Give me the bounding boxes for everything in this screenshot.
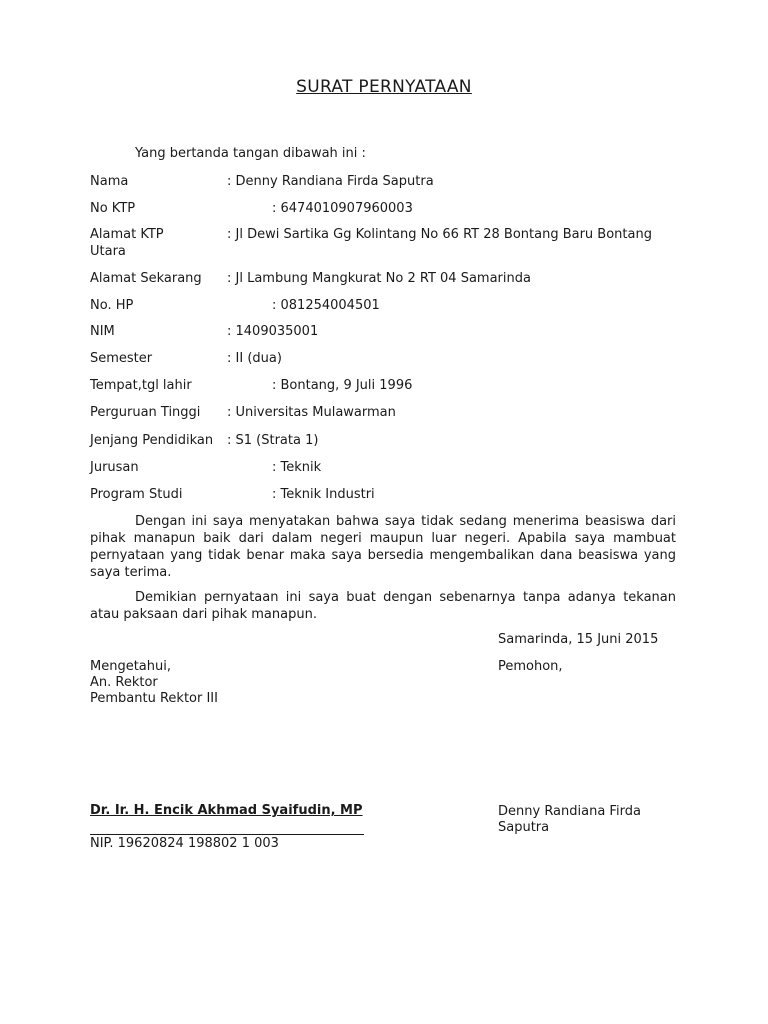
statement-paragraph: Dengan ini saya menyatakan bahwa saya tidak sedang menerima beasiswa dari pihak manapun baik dari dalam negeri maupun luar negeri. Apabila saya mambuat pernyataan yang tidak benar maka saya bersedia mengembalikan dana beasiswa yang saya terima. (90, 514, 676, 580)
field-label-tempat-tgl-lahir: Tempat,tgl lahir (90, 378, 192, 393)
field-value-alamat-sekarang: : Jl Lambung Mangkurat No 2 RT 04 Samarinda (227, 271, 531, 286)
signature-line (90, 834, 364, 835)
applicant-label: Pemohon, (498, 659, 563, 674)
field-label-perguruan-tinggi: Perguruan Tinggi (90, 405, 201, 420)
field-label-nama: Nama (90, 174, 129, 189)
field-value-jurusan: : Teknik (272, 460, 322, 475)
field-value-no-hp: : 081254004501 (272, 298, 380, 313)
field-value-nim: : 1409035001 (227, 324, 319, 339)
field-label-alamat-sekarang: Alamat Sekarang (90, 271, 202, 286)
field-value-tempat-tgl-lahir: : Bontang, 9 Juli 1996 (272, 378, 413, 393)
closing-paragraph: Demikian pernyataan ini saya buat dengan sebenarnya tanpa adanya tekanan atau paksaan dari pihak manapun. (90, 590, 676, 622)
field-value-program-studi: : Teknik Industri (272, 487, 375, 502)
field-label-semester: Semester (90, 351, 153, 366)
field-value-alamat-ktp: : Jl Dewi Sartika Gg Kolintang No 66 RT 28 Bontang Baru Bontang (227, 227, 652, 242)
document-title: SURAT PERNYATAAN (296, 77, 472, 97)
field-value-alamat-ktp-cont: Utara (90, 244, 126, 259)
field-label-no-ktp: No KTP (90, 201, 136, 216)
signer-name: Dr. Ir. H. Encik Akhmad Syaifudin, MP (90, 803, 363, 818)
field-label-jenjang-pendidikan: Jenjang Pendidikan (90, 433, 214, 448)
applicant-name: Denny Randiana Firda Saputra (498, 804, 641, 835)
acknowledged-label: Mengetahui, (90, 659, 171, 674)
field-label-alamat-ktp: Alamat KTP (90, 227, 164, 242)
rector-label: An. Rektor (90, 675, 158, 690)
field-label-program-studi: Program Studi (90, 487, 183, 502)
field-value-no-ktp: : 6474010907960003 (272, 201, 413, 216)
vice-rector-label: Pembantu Rektor III (90, 691, 218, 706)
field-label-jurusan: Jurusan (90, 460, 139, 475)
field-value-jenjang-pendidikan: : S1 (Strata 1) (227, 433, 319, 448)
field-value-nama: : Denny Randiana Firda Saputra (227, 174, 434, 189)
field-label-nim: NIM (90, 324, 115, 339)
field-value-perguruan-tinggi: : Universitas Mulawarman (227, 405, 396, 420)
field-value-semester: : II (dua) (227, 351, 282, 366)
place-date: Samarinda, 15 Juni 2015 (498, 632, 659, 647)
intro-text: Yang bertanda tangan dibawah ini : (135, 146, 366, 161)
field-label-no-hp: No. HP (90, 298, 134, 313)
signer-nip: NIP. 19620824 198802 1 003 (90, 836, 279, 851)
